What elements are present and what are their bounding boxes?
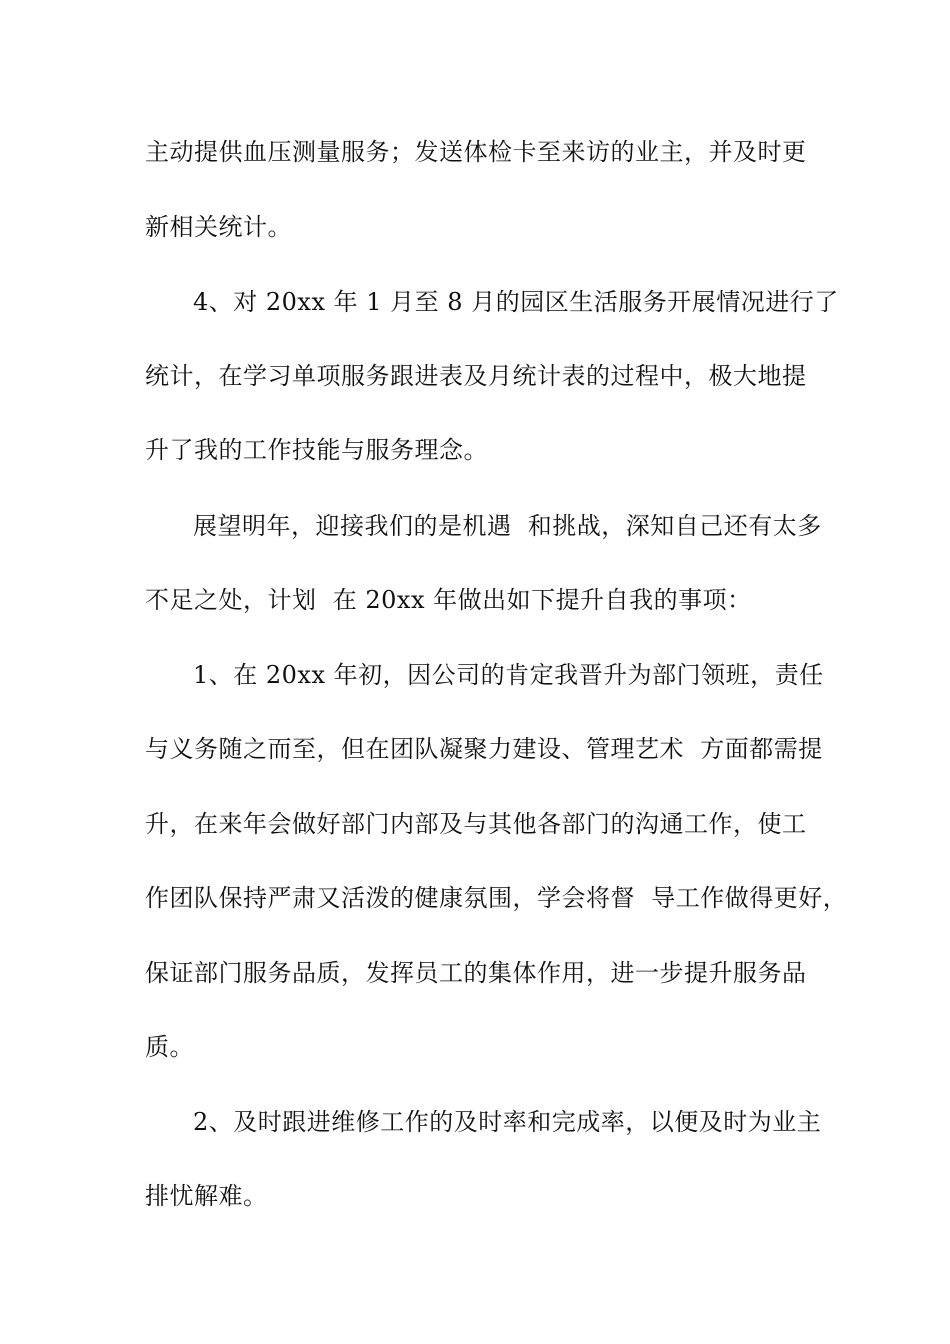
paragraph-line: 升了我的工作技能与服务理念。 [145,436,488,464]
paragraph-line: 展望明年，迎接我们的是机遇 和挑战，深知自己还有太多 [193,512,822,540]
paragraph-line: 与义务随之而至，但在团队凝聚力建设、管理艺术 方面都需提 [145,735,823,763]
paragraph-line: 升，在来年会做好部门内部及与其他各部门的沟通工作，使工 [145,810,807,838]
paragraph-line: 新相关统计。 [145,213,292,241]
paragraph-line: 主动提供血压测量服务；发送体检卡至来访的业主，并及时更 [145,138,807,166]
paragraph-line: 不足之处，计划 在 20xx 年做出如下提升自我的事项： [145,586,752,614]
paragraph-line: 统计，在学习单项服务跟进表及月统计表的过程中，极大地提 [145,362,807,390]
paragraph-line: 1、在 20xx 年初，因公司的肯定我晋升为部门领班，责任 [193,661,824,689]
paragraph-line: 排忧解难。 [145,1182,268,1210]
paragraph-line: 2、及时跟进维修工作的及时率和完成率，以便及时为业主 [193,1108,822,1136]
paragraph-line: 作团队保持严肃又活泼的健康氛围，学会将督 导工作做得更好， [145,884,848,912]
paragraph-line: 保证部门服务品质，发挥员工的集体作用，进一步提升服务品 [145,959,807,987]
paragraph-line: 质。 [145,1033,194,1061]
paragraph-line: 4、对 20xx 年 1 月至 8 月的园区生活服务开展情况进行了 [193,288,839,316]
